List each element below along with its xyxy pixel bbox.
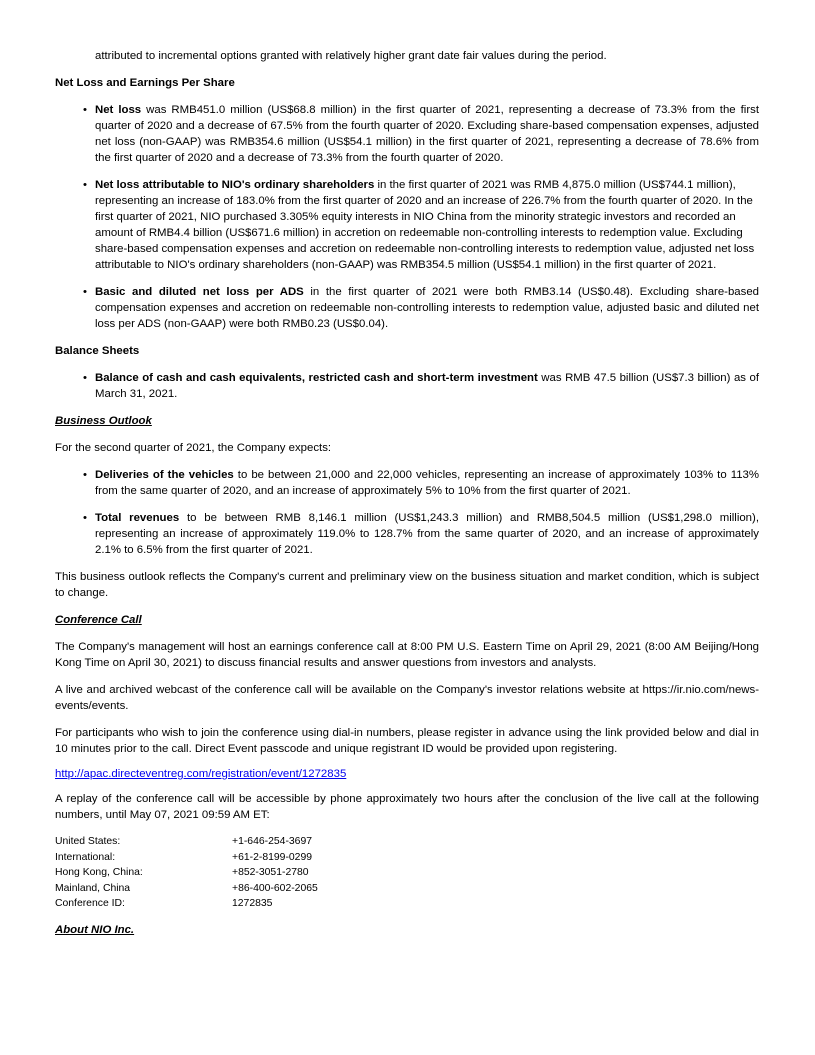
item-text: was RMB451.0 million (US$68.8 million) in the first quarter of 2021, representing a decrease of 73.3% from the first quarter of 2020 and a decrease of 67.5% from the fourth quarter of 2020. Excluding share-based compensation expenses, adjusted net loss (non-GAAP) was RMB354.6 million (US$54.1 million) in the first quarter of 2021, representing a decrease of 78.6% from the first quarter of 2020 and a decrease of 73.3% from the fourth quarter of 2020.: [95, 104, 759, 164]
intro-continuation: attributed to incremental options granted with relatively higher grant date fair values during the period.: [95, 50, 607, 62]
balance-item: [95, 370, 759, 402]
dial-in-label: International:: [55, 851, 116, 863]
item-bold-label: Deliveries of the vehicles: [95, 469, 234, 481]
conference-paragraph-1: The Company's management will host an earnings conference call at 8:00 PM U.S. Eastern Time on April 29, 2021 (8:00 AM Beijing/Hong Kong Time on April 30, 2021) to discuss financial results and answer questions from investors and analysts.: [55, 641, 759, 669]
registration-link[interactable]: http://apac.directeventreg.com/registration/event/1272835: [55, 768, 347, 780]
dial-in-label: United States:: [55, 836, 121, 847]
item-bold-label: Balance of cash and cash equivalents, restricted cash and short-term investment: [95, 372, 538, 384]
item-bold-label: Basic and diluted net loss per ADS: [95, 286, 304, 298]
item-bold-label: Net loss attributable to NIO's ordinary shareholders: [95, 179, 375, 191]
outlook-revenues-item: [95, 510, 759, 558]
item-bold-label: Total revenues: [95, 512, 180, 524]
net-loss-shareholders-list: [55, 177, 759, 273]
conference-paragraph-3: For participants who wish to join the conference using dial-in numbers, please register in advance using the link provided below and dial in 10 minutes prior to the call. Direct Event passcode and unique registrant ID would be provided upon registering.: [55, 727, 759, 755]
balance-list: [55, 370, 759, 402]
conference-paragraph-2: A live and archived webcast of the conference call will be available on the Company's investor relations website at https://ir.nio.com/news-events/events.: [55, 684, 759, 712]
outlook-deliveries-item: [95, 467, 759, 499]
dial-in-label: Conference ID:: [55, 898, 125, 909]
net-loss-shareholders-item: [95, 177, 759, 273]
dial-in-label: Mainland, China: [55, 882, 131, 894]
table-row: [55, 896, 318, 912]
dial-in-number: 1272835: [232, 898, 273, 909]
table-row: [55, 881, 318, 897]
net-loss-per-ads-list: [55, 284, 759, 332]
item-text: in the first quarter of 2021 were both RMB3.14 (US$0.48). Excluding share-based compensation expenses and accretion on redeemable non-controlling interests to redemption value, adjusted basic and diluted net loss per ADS (non-GAAP) were both RMB0.23 (US$0.04).: [95, 286, 759, 330]
net-loss-item: [95, 102, 759, 166]
outlook-note: This business outlook reflects the Company's current and preliminary view on the business situation and market condition, which is subject to change.: [55, 571, 759, 599]
outlook-revenues-list: [55, 510, 759, 558]
dial-in-number: +852-3051-2780: [232, 867, 309, 878]
table-row: [55, 865, 318, 881]
item-text: to be between 21,000 and 22,000 vehicles, representing an increase of approximately 103% to 113% from the same quarter of 2020, and an increase of approximately 5% to 10% from the first quarter of 2021.: [95, 469, 760, 497]
dial-in-label: Hong Kong, China:: [55, 867, 143, 878]
item-text: in the first quarter of 2021 was RMB 4,875.0 million (US$744.1 million), representing an increase of 183.0% from the first quarter of 2020 and an increase of 226.7% from the fourth quarter of 2020. In the first quarter of 2021, NIO purchased 3.305% equity interests in NIO China from the minority strategic investors and recorded an amount of RMB4.4 billion (US$671.6 million) in accretion on redeemable non-controlling interests to redemption value. Excluding share-based compensation expenses and accretion on redeemable non-controlling interests to redemption value, adjusted net loss attributable to NIO's ordinary shareholders (non-GAAP) was RMB354.5 million (US$54.1 million) in the first quarter of 2021.: [95, 179, 755, 271]
table-row: [55, 834, 318, 850]
outlook-deliveries-list: [55, 467, 759, 499]
outlook-intro: For the second quarter of 2021, the Company expects:: [55, 442, 332, 454]
document-page: [55, 48, 759, 949]
item-bold-label: Net loss: [95, 104, 142, 116]
dial-in-number: +86-400-602-2065: [232, 882, 318, 894]
item-text: to be between RMB 8,146.1 million (US$1,243.3 million) and RMB8,504.5 million (US$1,298.0 million), representing an increase of approximately 119.0% to 128.7% from the same quarter of 2020, and an increase of approximately 2.1% to 6.5% from the first quarter of 2021.: [95, 512, 759, 556]
conference-paragraph-4: A replay of the conference call will be accessible by phone approximately two hours after the conclusion of the live call at the following numbers, until May 07, 2021 09:59 AM ET:: [55, 793, 759, 821]
business-outlook-heading: Business Outlook: [55, 415, 152, 427]
dial-in-number: +1-646-254-3697: [232, 836, 313, 847]
net-loss-per-ads-item: [95, 284, 759, 332]
net-loss-heading: Net Loss and Earnings Per Share: [55, 77, 235, 89]
about-nio-heading: About NIO Inc.: [55, 923, 135, 936]
item-text: was RMB 47.5 billion (US$7.3 billion) as of March 31, 2021.: [95, 372, 759, 400]
dial-in-table: [55, 834, 318, 912]
balance-heading: Balance Sheets: [55, 345, 140, 357]
conference-call-heading: Conference Call: [55, 614, 142, 626]
table-row: [55, 850, 318, 866]
net-loss-list: [55, 102, 759, 166]
dial-in-number: +61-2-8199-0299: [232, 851, 313, 863]
